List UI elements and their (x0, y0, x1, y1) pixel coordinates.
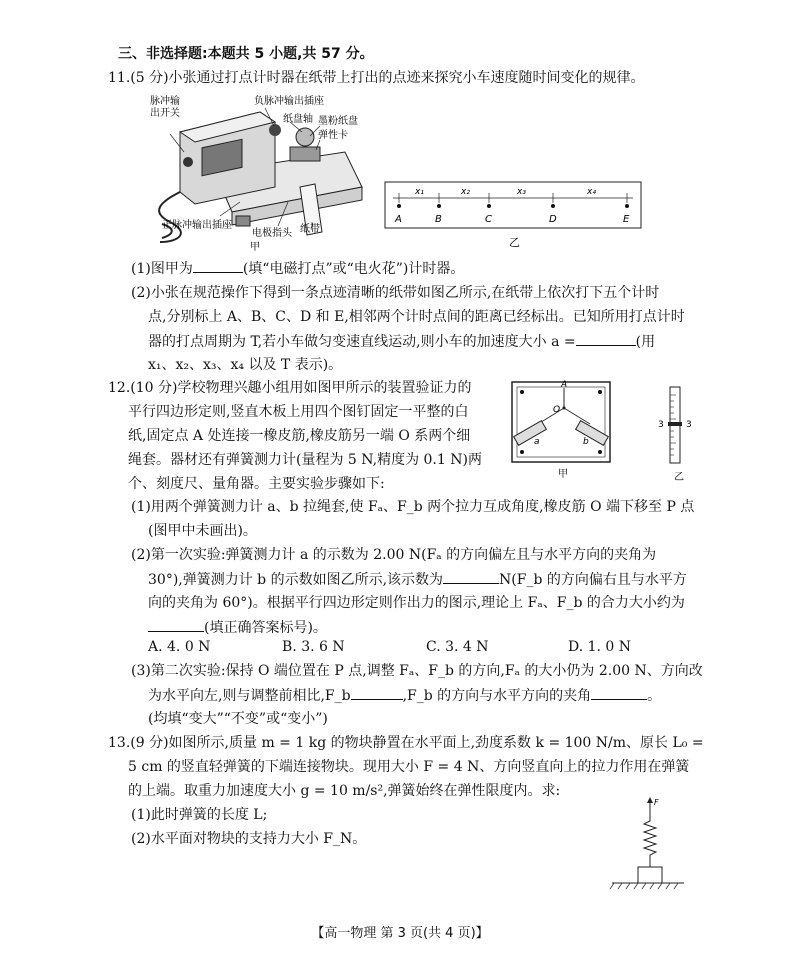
q12-step1-line2: (图甲中未画出)。 (148, 523, 257, 539)
label-pulse-switch-2: 出开关 (150, 108, 180, 119)
q11-part2-line3: 器的打点周期为 T,若小车做匀变速直线运动,则小车的加速度大小 a = (用 (148, 331, 655, 352)
option-b: B. 3. 6 N (282, 639, 345, 655)
tape-label-d: D (549, 214, 557, 225)
page-footer: 【高一物理 第 3 页(共 4 页)】 (311, 926, 489, 941)
q12-step1-line1: (1)用两个弹簧测力计 a、b 拉绳套,使 Fₐ、F_b 两个拉力互成角度,橡皮筋 O 端下移至 P 点 (131, 499, 695, 515)
tape-x2: x₂ (461, 187, 470, 197)
tape-point-d (551, 204, 555, 208)
answer-blank (193, 258, 243, 273)
scale-tick-left: 3 (658, 420, 664, 430)
label-tape-axis: 纸盘轴 (283, 114, 313, 125)
tape-point-e (625, 204, 629, 208)
q13-part1: (1)此时弹簧的长度 L; (131, 807, 268, 823)
tape-point-b (437, 204, 441, 208)
q12-step2-line4: (填正确答案标号)。 (148, 617, 327, 638)
q11-part1: (1)图甲为 (填“电磁打点”或“电火花”)计时器。 (131, 258, 464, 279)
q13-line3: 的上端。取重力加速度大小 g = 10 m/s²,弹簧始终在弹性限度内。求: (128, 783, 561, 799)
section-title: 三、非选择题:本题共 5 小题,共 57 分。 (118, 46, 374, 62)
q12-step3-line3: (均填“变大”“不变”或“变小”) (148, 711, 328, 727)
tape-x1: x₁ (415, 187, 424, 197)
fig-label-a: a (534, 437, 540, 447)
tape-label-a: A (395, 214, 402, 225)
label-electrode: 电极指头 (252, 228, 292, 239)
scale-fig-label-yi: 乙 (674, 472, 684, 483)
option-a: A. 4. 0 N (148, 639, 211, 655)
q12-line2: 平行四边形定则,竖直木板上用四个图钉固定一平整的白 (128, 404, 469, 420)
spring-block-figure (608, 795, 688, 899)
spark-timer-figure (140, 92, 370, 252)
fig-label-a-point: A (561, 380, 568, 390)
q12-step2-line2: 30°),弹簧测力计 b 的示数如图乙所示,该示数为 N(F_b 的方向偏右且与水平方 (148, 569, 687, 590)
q12-line3: 纸,固定点 A 处连接一橡皮筋,橡皮筋另一端 O 系两个细 (128, 428, 471, 444)
q13-line2: 5 cm 的竖直轻弹簧的下端连接物块。现用大小 F = 4 N、方向竖直向上的拉力作用在弹簧 (128, 759, 690, 775)
q12-step3-line2: 为水平向左,则与调整前相比,F_b ,F_b 的方向与水平方向的夹角 。 (148, 685, 661, 706)
board-figure (508, 378, 614, 480)
q12-line4: 绳套。器材还有弹簧测力计(量程为 5 N,精度为 0.1 N)两 (128, 452, 482, 468)
answer-blank (443, 569, 499, 584)
label-ink-disk: 墨粉纸盘 (318, 116, 358, 127)
option-c: C. 3. 4 N (426, 639, 489, 655)
q11-stem: 11.(5 分)小张通过打点计时器在纸带上打出的点迹来探究小车速度随时间变化的规律。 (108, 70, 645, 86)
q12-step2-line1: (2)第一次实验:弹簧测力计 a 的示数为 2.00 N(Fₐ 的方向偏左且与水平方向的夹角为 (131, 547, 657, 563)
force-label: F (654, 798, 659, 807)
fig-label-jia: 甲 (558, 469, 568, 480)
tape-point-c (487, 204, 491, 208)
label-spring-clip: 弹性卡 (318, 130, 348, 141)
tape-label-b: B (435, 214, 442, 225)
option-d: D. 1. 0 N (568, 639, 632, 655)
q13-line1: 13.(9 分)如图所示,质量 m = 1 kg 的物块静置在水平面上,劲度系数 k = 100 N/m、原长 L₀ = (108, 735, 704, 751)
answer-blank (351, 685, 403, 700)
tape-point-a (397, 204, 401, 208)
fig-label-b: b (583, 437, 589, 447)
tape-label-e: E (623, 214, 630, 225)
tape-x4: x₄ (587, 187, 596, 197)
answer-blank (591, 685, 647, 700)
q11-part2-line2: 点,分别标上 A、B、C、D 和 E,相邻两个计时点间的距离已经标出。已知所用打点计时 (148, 309, 685, 325)
answer-blank (576, 331, 636, 346)
q12-step3-line1: (3)第二次实验:保持 O 端位置在 P 点,调整 Fₐ、F_b 的方向,Fₐ 的大小仍为 2.00 N、方向改 (131, 663, 703, 679)
label-paper-tape: 纸带 (300, 224, 320, 235)
q11-part2-line1: (2)小张在规范操作下得到一条点迹清晰的纸带如图乙所示,在纸带上依次打下五个计时 (131, 285, 660, 301)
q12-line1: 12.(10 分)学校物理兴趣小组用如图甲所示的装置验证力的 (108, 380, 472, 396)
tape-x3: x₃ (517, 187, 526, 197)
fig-label-o: O (553, 405, 561, 415)
scale-tick-right: 3 (686, 420, 692, 430)
answer-blank (148, 617, 204, 632)
label-fig-yi: 乙 (509, 236, 520, 249)
paper-tape-figure (383, 178, 645, 250)
label-pulse-switch-1: 脉冲输 (150, 96, 180, 107)
label-fig-jia: 甲 (250, 242, 260, 252)
q12-step2-line3: 向的夹角为 60°)。根据平行四边形定则作出力的图示,理论上 Fₐ、F_b 的合力大小约为 (148, 595, 685, 611)
q12-line5: 个、刻度尺、量角器。主要实验步骤如下: (128, 476, 385, 492)
tape-label-c: C (485, 214, 492, 225)
q11-part2-line4: x₁、x₂、x₃、x₄ 以及 T 表示)。 (148, 357, 343, 373)
scale-figure (650, 385, 700, 483)
label-pos-socket: 正脉冲输出插座 (162, 220, 232, 231)
q13-part2: (2)水平面对物块的支持力大小 F_N。 (131, 831, 367, 847)
label-neg-socket: 负脉冲输出插座 (254, 96, 324, 107)
